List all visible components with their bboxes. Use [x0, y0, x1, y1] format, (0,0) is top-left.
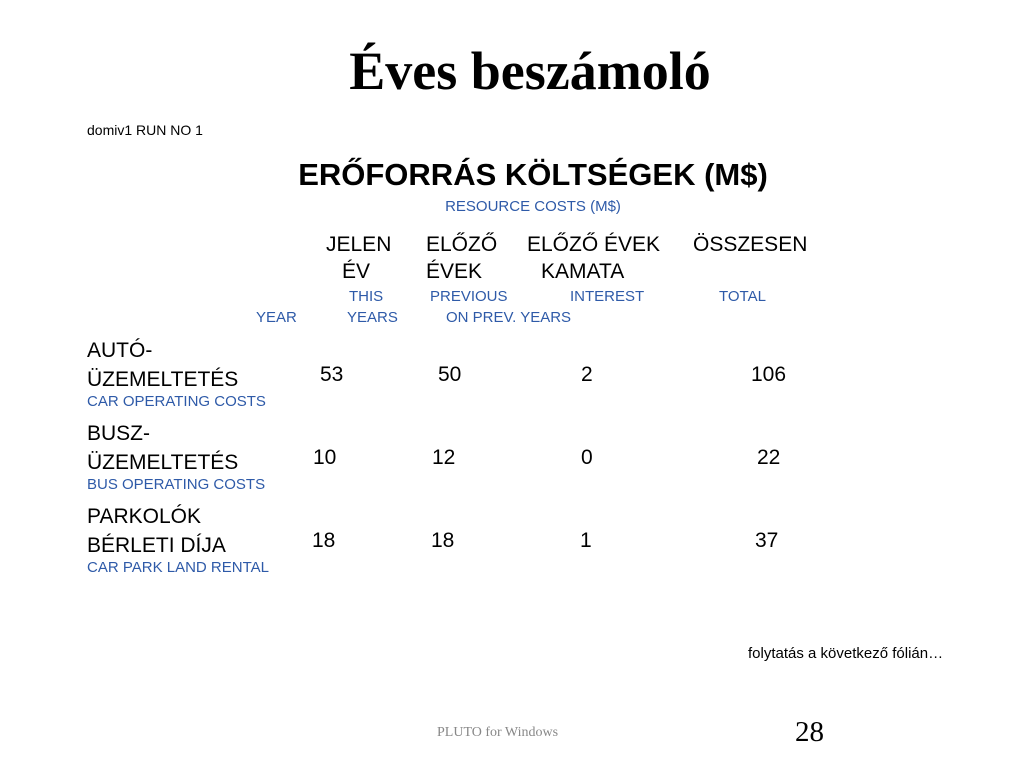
table-cell: 106: [751, 363, 787, 386]
slide-title: Éves beszámoló: [349, 41, 711, 101]
row-label-en: CAR OPERATING COSTS: [87, 393, 266, 410]
column-header-line: KAMATA: [541, 260, 625, 283]
table-row-label: [87, 419, 238, 477]
table-cell: 37: [755, 529, 779, 552]
row-label-line: BÉRLETI DÍJA: [87, 534, 226, 557]
table-cell: 18: [312, 529, 336, 552]
table-cell: 50: [438, 363, 462, 386]
table-cell: 53: [320, 363, 344, 386]
row-label-en: BUS OPERATING COSTS: [87, 476, 266, 493]
column-en-this: THIS: [349, 288, 384, 305]
table-row-label: [87, 336, 238, 394]
column-header-line: ÉV: [342, 260, 371, 283]
column-header-current-year: [326, 231, 391, 285]
column-en-interest: INTEREST: [570, 288, 645, 305]
table-cell: 0: [581, 446, 593, 469]
page-number: 28: [795, 716, 824, 748]
column-en-year: YEAR: [256, 309, 297, 326]
row-label-line: PARKOLÓK: [87, 505, 201, 528]
section-heading: ERŐFORRÁS KÖLTSÉGEK (M$): [298, 157, 768, 192]
run-label: domiv1 RUN NO 1: [87, 122, 203, 138]
table-row-label: [87, 502, 226, 560]
row-label-line: BUSZ-: [87, 422, 150, 445]
column-header-line: ELŐZŐ: [426, 233, 498, 256]
column-en-on-prev-years: ON PREV. YEARS: [446, 309, 572, 326]
column-header-line: JELEN: [326, 233, 392, 256]
column-header-line: ELŐZŐ ÉVEK: [527, 233, 661, 256]
row-label-line: ÜZEMELTETÉS: [87, 451, 239, 474]
table-cell: 2: [581, 363, 593, 386]
row-label-line: AUTÓ-: [87, 339, 153, 362]
footer-text: PLUTO for Windows: [437, 725, 559, 740]
row-label-line: ÜZEMELTETÉS: [87, 368, 239, 391]
column-en-years: YEARS: [347, 309, 398, 326]
column-header-previous-years: [426, 231, 497, 285]
table-cell: 18: [431, 529, 455, 552]
table-cell: 10: [313, 446, 337, 469]
column-header-interest: [527, 231, 660, 285]
column-en-previous: PREVIOUS: [430, 288, 508, 305]
continuation-note: folytatás a következő fólián…: [748, 645, 944, 662]
column-en-total: TOTAL: [719, 288, 766, 305]
row-label-en: CAR PARK LAND RENTAL: [87, 559, 269, 576]
table-cell: 12: [432, 446, 456, 469]
section-subheading: RESOURCE COSTS (M$): [445, 198, 621, 215]
table-cell: 1: [580, 529, 592, 552]
column-header-total: [693, 231, 807, 258]
table-cell: 22: [757, 446, 781, 469]
column-header-line: ÖSSZESEN: [693, 233, 808, 256]
column-header-line: ÉVEK: [426, 260, 483, 283]
